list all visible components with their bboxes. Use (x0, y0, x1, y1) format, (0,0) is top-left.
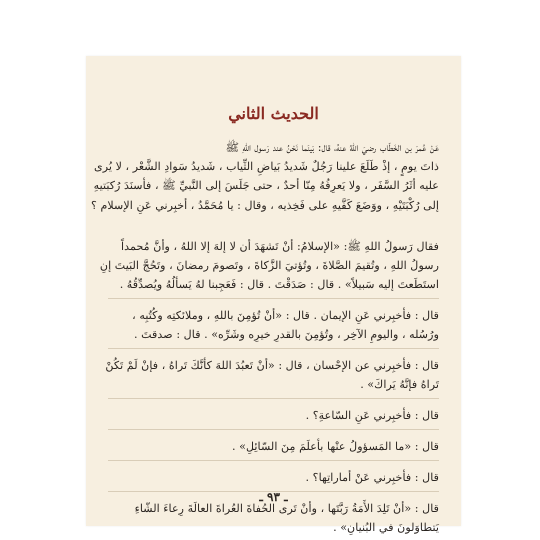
text-line: يَتطاوَلونَ في البُنيانِ» . (333, 521, 439, 534)
text-line: عليه أثَرُ السَّفَر ، ولا يَعرِفُهُ مِنّا أحدٌ ، حتى جَلَسَ إلى النَّبيِّ ﷺ ، فأسنَدَ رُكبَتيهِ (93, 179, 439, 192)
book-page (86, 56, 461, 534)
text-line: عَنْ عُمرَ بن الخَطّاب رضيَ اللهُ عنهُ، قال: بَينَما نَحْنُ عند رَسول اللهِ ﷺ (225, 141, 439, 154)
divider (108, 398, 439, 399)
text-line: قال : فأخبِرني عَنْ أماراتِها؟ . (305, 471, 439, 484)
text-line: قال : فأخبِرني عَنِ السّاعةِ؟ . (305, 409, 439, 422)
text-line: فقال رَسولُ اللهِ ﷺ: «الإسلامُ: أنْ تَشهَدَ أن لا إلهَ إلا اللهُ ، وأنَّ مُحمداً (121, 240, 439, 253)
divider (108, 429, 439, 430)
text-line: تَراهُ فإنَّهُ يَراكَ» . (360, 378, 439, 391)
text-line: رسولُ اللهِ ، وتُقيمَ الصَّلاةَ ، وتُؤتيَ الزَّكاةَ ، وتَصومَ رمضانَ ، وتَحُجَّ البَيتَ إنِ (99, 259, 439, 272)
page-number: ـ ٩٣ ـ (259, 490, 288, 504)
hadith-title: الحديث الثاني (228, 104, 319, 123)
text-line: استَطَعتَ إليه سَبيلاً» . قال : صَدَقْتَ . قال : فَعَجِبنا لهُ يَسألُهُ ويُصدِّقُهُ . (119, 278, 439, 291)
divider (108, 460, 439, 461)
text-line: قال : فأخبِرني عن الإحْسان ، قال : «أنْ تَعبُدَ اللهَ كأنَّكَ تَراهُ ، فإنْ لَمْ تَكُنْ (105, 359, 439, 372)
text-line: ذاتَ يومٍ ، إذْ طَلَعَ علينا رَجُلٌ شَديدُ بَياضِ الثِّياب ، شَديدُ سَوادِ الشَّعْر ، لا يُرى (94, 160, 439, 173)
divider (108, 348, 439, 349)
text-line: قال : «أنْ تَلِدَ الأَمَةُ رَبَّتَها ، وأنْ تَرى الحُفاةَ العُراةَ العالَةَ رِعاءَ الشّاءِ (134, 502, 439, 515)
text-line: قال : «ما المَسؤولُ عنْها بأعلَمَ مِنَ السّائِلِ» . (232, 440, 439, 453)
text-line: قال : فأخبِرني عَنِ الإيمان . قال : «أنْ تُؤمِنَ باللهِ ، وملائكتِه وكُتُبِه ، (132, 309, 439, 322)
text-line: إلى رُكْبَتَيْهِ ، ووَضَعَ كَفَّيهِ على فَخِذيه ، وقال : يا مُحَمَّدُ ، أخبِرني عَنِ الإسلام ؟ (90, 199, 439, 212)
divider (108, 298, 439, 299)
text-line: ورُسُله ، واليومِ الآخِر ، وتُؤمِنَ بالقدرِ خيرِه وشَرِّه» . قال : صدقتَ . (133, 328, 439, 341)
